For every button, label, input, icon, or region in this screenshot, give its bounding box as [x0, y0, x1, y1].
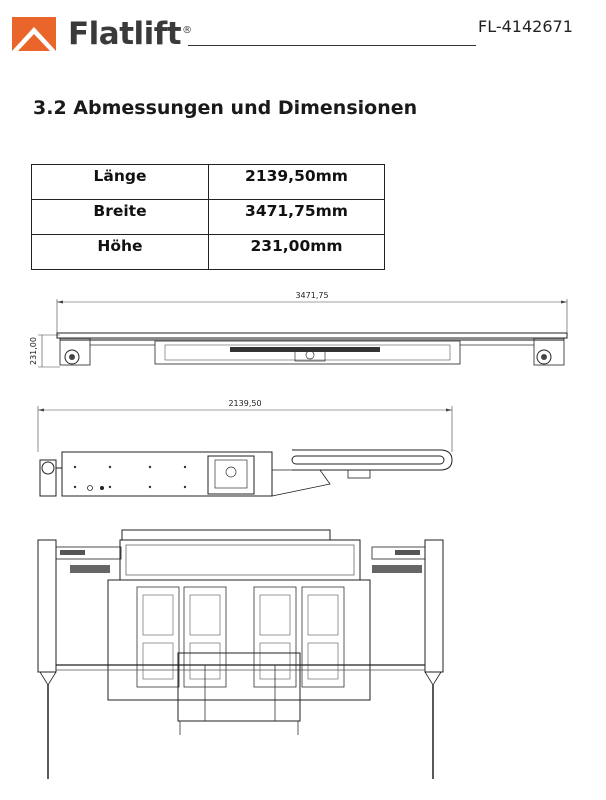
dimensions-table [31, 164, 385, 270]
table-row [32, 200, 385, 235]
dimension-label: Breite [32, 200, 209, 235]
trademark-symbol: ® [182, 24, 193, 36]
dimension-value: 3471,75mm [209, 200, 385, 235]
header-rule [188, 45, 476, 46]
logo-mark-icon [12, 17, 56, 51]
dimension-label: Länge [32, 165, 209, 200]
dimension-value: 231,00mm [209, 235, 385, 270]
height-dimension-label: 231,00 [29, 337, 38, 365]
dimension-value: 2139,50mm [209, 165, 385, 200]
side-view-drawing [0, 392, 606, 507]
flatlift-logo [12, 14, 192, 54]
table-row [32, 165, 385, 200]
section-title: 3.2 Abmessungen und Dimensionen [33, 97, 418, 119]
page-header [0, 0, 606, 60]
brand-name: Flatlift [68, 16, 182, 52]
top-view-drawing [0, 525, 606, 795]
document-number: FL-4142671 [478, 17, 573, 36]
front-view-drawing [0, 285, 606, 380]
table-row [32, 235, 385, 270]
width-dimension-label: 3471,75 [295, 291, 329, 300]
dimension-label: Höhe [32, 235, 209, 270]
length-dimension-label: 2139,50 [228, 399, 262, 408]
